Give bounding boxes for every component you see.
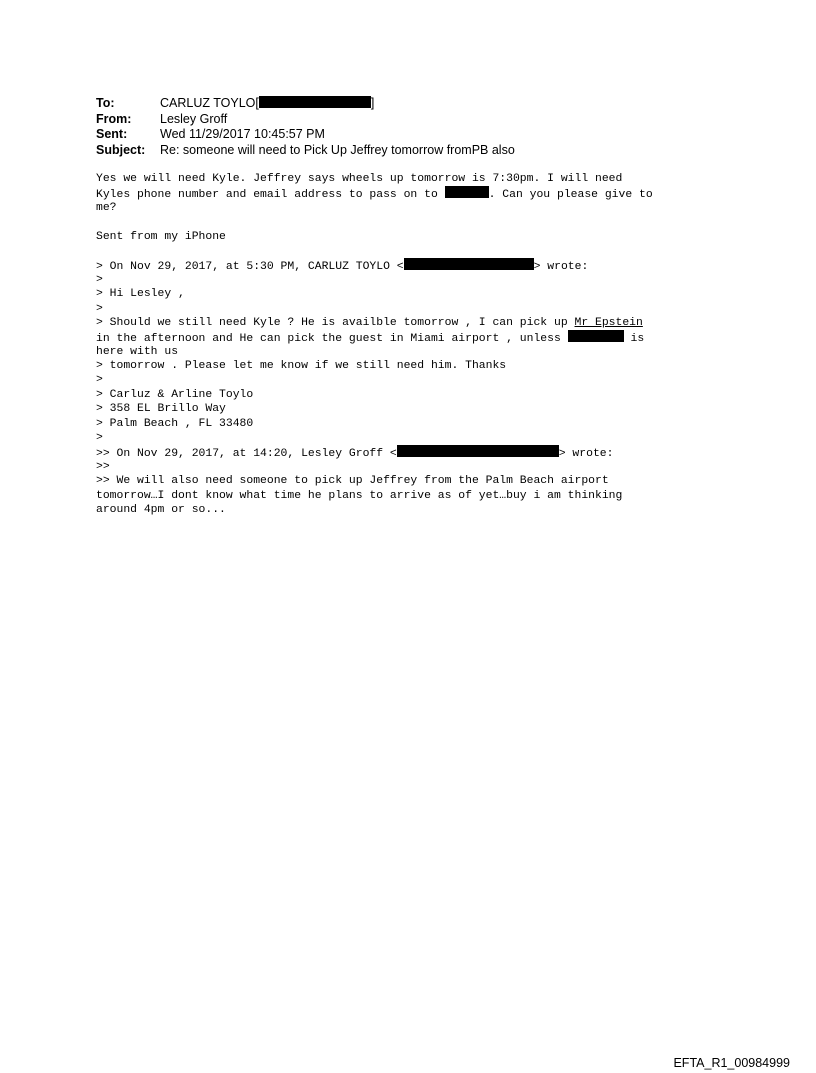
quote-line: >	[96, 302, 103, 315]
quote-line: > Hi Lesley ,	[96, 288, 185, 301]
redaction-box	[397, 445, 559, 457]
quote-line	[96, 445, 736, 459]
subject-row	[96, 143, 515, 159]
quote-line: here with us	[96, 345, 179, 358]
quote-text: > wrote:	[533, 261, 589, 274]
quote-line: >	[96, 374, 103, 387]
to-row	[96, 96, 515, 112]
quote-text-underlined: Mr Epstein	[574, 316, 643, 329]
body-text: . Can you please give to	[488, 189, 653, 202]
quote-line	[96, 330, 736, 344]
email-body	[96, 172, 736, 517]
quote-line: >> We will also need someone to pick up Jeffrey from the Palm Beach airport	[96, 475, 609, 488]
quote-text: > On Nov 29, 2017, at 5:30 PM, CARLUZ TOYLO <	[96, 261, 404, 274]
quote-line: >>	[96, 460, 110, 473]
sent-from-line: Sent from my iPhone	[96, 230, 226, 243]
quote-line: > Palm Beach , FL 33480	[96, 417, 254, 430]
quote-line: >	[96, 432, 103, 445]
quote-text: > Should we still need Kyle ? He is availble tomorrow , I can pick up	[96, 316, 575, 329]
from-row	[96, 112, 515, 128]
quote-line: > 358 EL Brillo Way	[96, 403, 226, 416]
from-label: From:	[96, 111, 132, 126]
quote-text: is	[623, 333, 645, 346]
quote-line: >	[96, 273, 103, 286]
spacer	[96, 215, 736, 229]
redaction-box	[445, 186, 489, 198]
sent-value: Wed 11/29/2017 10:45:57 PM	[160, 127, 325, 141]
sent-label: Sent:	[96, 127, 128, 141]
quote-line: tomorrow…I dont know what time he plans to arrive as of yet…buy i am thinking	[96, 489, 623, 502]
redaction-box	[259, 96, 371, 108]
to-name: CARLUZ TOYLO[	[160, 96, 259, 110]
redaction-box	[404, 258, 534, 270]
subject-label: Subject:	[96, 142, 146, 157]
spacer	[96, 244, 736, 258]
quote-line	[96, 258, 736, 272]
body-line: me?	[96, 201, 117, 214]
quote-text: > wrote:	[558, 448, 614, 461]
from-value: Lesley Groff	[160, 111, 228, 126]
quote-line: around 4pm or so...	[96, 503, 226, 516]
to-value	[160, 96, 374, 112]
sent-row	[96, 127, 515, 143]
to-close: ]	[370, 96, 375, 110]
quote-text: in the afternoon and He can pick the guest in Miami airport , unless	[96, 333, 568, 346]
email-header	[96, 96, 515, 158]
body-line: Yes we will need Kyle. Jeffrey says wheels up tomorrow is 7:30pm. I will need	[96, 173, 623, 185]
quote-line: > tomorrow . Please let me know if we still need him. Thanks	[96, 360, 507, 373]
quote-line: > Carluz & Arline Toylo	[96, 388, 254, 401]
quote-text: >> On Nov 29, 2017, at 14:20, Lesley Groff <	[96, 448, 397, 461]
document-id: EFTA_R1_00984999	[673, 1056, 790, 1070]
body-line	[96, 186, 736, 200]
to-label: To:	[96, 96, 115, 110]
redaction-box	[568, 330, 624, 342]
quote-line	[96, 316, 736, 330]
subject-value: Re: someone will need to Pick Up Jeffrey tomorrow fromPB also	[160, 142, 515, 157]
body-text: Kyles phone number and email address to pass on to	[96, 189, 445, 202]
